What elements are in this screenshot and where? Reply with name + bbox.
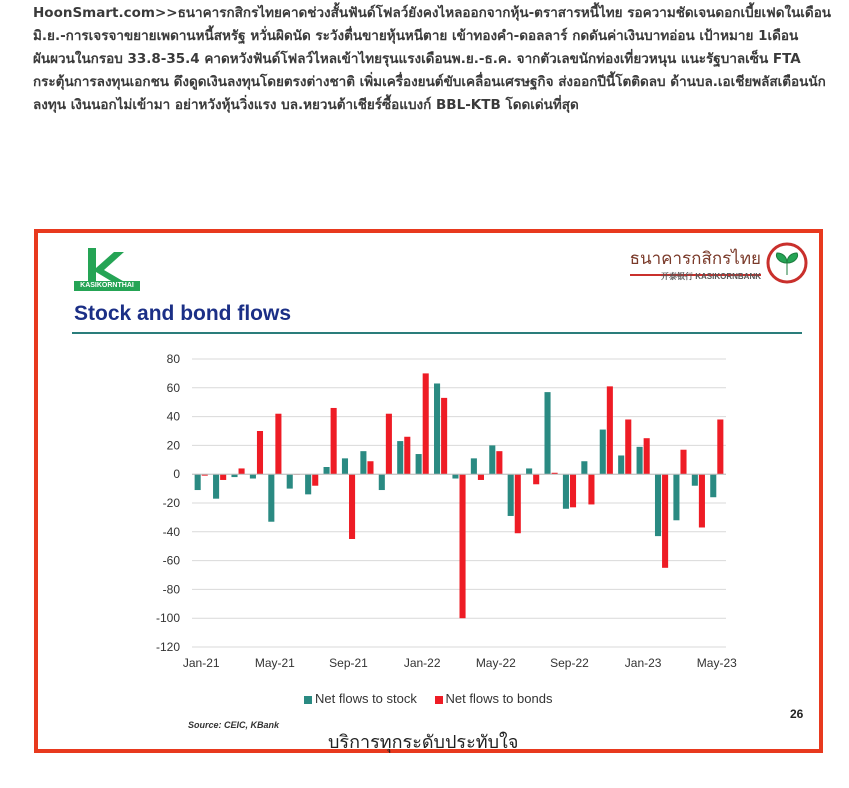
bar-bonds: [220, 474, 226, 480]
bank-slogan: บริการทุกระดับประทับใจ: [328, 732, 519, 753]
bar-bonds: [533, 474, 539, 484]
bar-stock: [452, 474, 458, 478]
bar-bonds: [588, 474, 594, 504]
x-tick-label: Jan-22: [403, 656, 441, 670]
legend-item-stock: [304, 691, 417, 706]
y-tick-label: -80: [162, 582, 180, 597]
bar-bonds: [680, 450, 686, 474]
legend-label-stock: Net flows to stock: [315, 691, 417, 706]
bar-stock: [195, 474, 201, 490]
bar-stock: [213, 474, 219, 498]
bar-stock: [489, 445, 495, 474]
bar-bonds: [699, 474, 705, 527]
bar-bonds: [662, 474, 668, 568]
article-headline: HoonSmart.com>>ธนาคารกสิกรไทยคาดช่วงสั้นฟันด์โฟลว์ยังคงไหลออกจากหุ้น-ตราสารหนี้ไทย รอความชัดเจนดอกเบี้ยเฟดในเดือนมิ.ย.-การเจรจาขยายเพดานหนี้สหรัฐ หวั่นผิดนัด ระวังตื่นขายหุ้นหนีตาย เข้าทองคำ-ดอลลาร์ กดดันค่าเงินบาทอ่อน เป้าหมาย 1เดือนผันผวนในกรอบ 33.8-35.4 คาดหวังฟันด์โฟลว์ไหลเข้าไทยรุนแรงเดือนพ.ย.-ธ.ค. จากตัวเลขนักท่องเที่ยวหนุน แนะรัฐบาลเซ็น FTA กระตุ้นการลงทุนเอกชน ดึงดูดเงินลงทุนโดยตรงต่างชาติ เพิ่มเครื่องยนต์ขับเคลื่อนเศรษฐกิจ ส่งออกปีนี้โตติดลบ ด้านบล.เอเชียพลัสเตือนนักลงทุน เงินนอกไม่เข้ามา อย่าหวังหุ้นวิ่งแรง บล.หยวนต้าเชียร์ซื้อแบงก์ BBL-KTB โดดเด่นที่สุด: [33, 5, 832, 113]
bar-stock: [250, 474, 256, 478]
bar-stock: [305, 474, 311, 494]
y-tick-label: 60: [166, 380, 180, 395]
bar-bonds: [717, 419, 723, 474]
bar-bonds: [644, 438, 650, 474]
bar-bonds: [239, 468, 245, 474]
bar-bonds: [349, 474, 355, 539]
bar-stock: [544, 392, 550, 474]
bar-stock: [397, 441, 403, 474]
bar-stock: [563, 474, 569, 509]
bar-stock: [324, 467, 330, 474]
bar-bonds: [312, 474, 318, 486]
bar-stock: [287, 474, 293, 488]
flows-bar-chart: [38, 233, 819, 749]
y-tick-label: -120: [155, 640, 180, 654]
slide-title: Stock and bond flows: [74, 302, 292, 325]
bar-bonds: [607, 386, 613, 474]
x-tick-label: Sep-22: [550, 656, 589, 670]
bar-stock: [471, 458, 477, 474]
legend-swatch-stock: [304, 696, 312, 704]
y-tick-label: 0: [173, 467, 180, 482]
x-tick-label: May-21: [254, 656, 295, 670]
x-tick-label: Sep-21: [329, 656, 368, 670]
bar-stock: [416, 454, 422, 474]
bank-name-thai: ธนาคารกสิกรไทย: [630, 245, 761, 276]
bar-stock: [655, 474, 661, 536]
bar-stock: [526, 468, 532, 474]
bar-stock: [581, 461, 587, 474]
y-tick-label: -20: [162, 496, 180, 510]
y-tick-label: 80: [166, 352, 180, 366]
y-tick-label: 20: [166, 438, 180, 453]
bar-bonds: [625, 419, 631, 474]
y-tick-label: -40: [162, 524, 180, 539]
bar-bonds: [460, 474, 466, 618]
bar-stock: [508, 474, 514, 516]
bar-stock: [379, 474, 385, 490]
legend-swatch-bonds: [435, 696, 443, 704]
bar-bonds: [570, 474, 576, 507]
x-tick-label: May-22: [475, 656, 516, 670]
x-tick-label: Jan-23: [624, 656, 662, 670]
logo-left-label: KASIKORNTHAI: [74, 281, 140, 291]
y-tick-label: -100: [155, 611, 180, 626]
bank-name-english: 开泰银行 KASIKORNBANK: [661, 272, 761, 281]
page-number: 26: [790, 707, 804, 721]
x-tick-label: Jan-21: [182, 656, 220, 670]
x-tick-label: May-23: [696, 656, 737, 670]
bar-bonds: [423, 373, 429, 474]
bar-stock: [268, 474, 274, 522]
bar-stock: [673, 474, 679, 520]
bar-bonds: [331, 408, 337, 474]
bar-stock: [710, 474, 716, 497]
source-note: Source: CEIC, KBank: [188, 720, 280, 730]
bar-stock: [434, 383, 440, 474]
bar-bonds: [275, 414, 281, 474]
slide-frame: [34, 229, 823, 753]
bar-stock: [342, 458, 348, 474]
bar-bonds: [404, 437, 410, 474]
bar-stock: [600, 430, 606, 475]
bar-bonds: [496, 451, 502, 474]
bar-bonds: [478, 474, 484, 480]
bar-stock: [692, 474, 698, 486]
bar-stock: [618, 455, 624, 474]
legend-item-bonds: [435, 691, 553, 706]
bar-stock: [360, 451, 366, 474]
y-tick-label: 40: [166, 409, 180, 424]
bar-bonds: [441, 398, 447, 474]
bar-bonds: [386, 414, 392, 474]
legend-label-bonds: Net flows to bonds: [445, 691, 553, 706]
chart-legend: [304, 691, 566, 706]
bar-bonds: [257, 431, 263, 474]
y-tick-label: -60: [162, 553, 180, 568]
bar-bonds: [515, 474, 521, 533]
bar-bonds: [367, 461, 373, 474]
bar-stock: [637, 447, 643, 474]
